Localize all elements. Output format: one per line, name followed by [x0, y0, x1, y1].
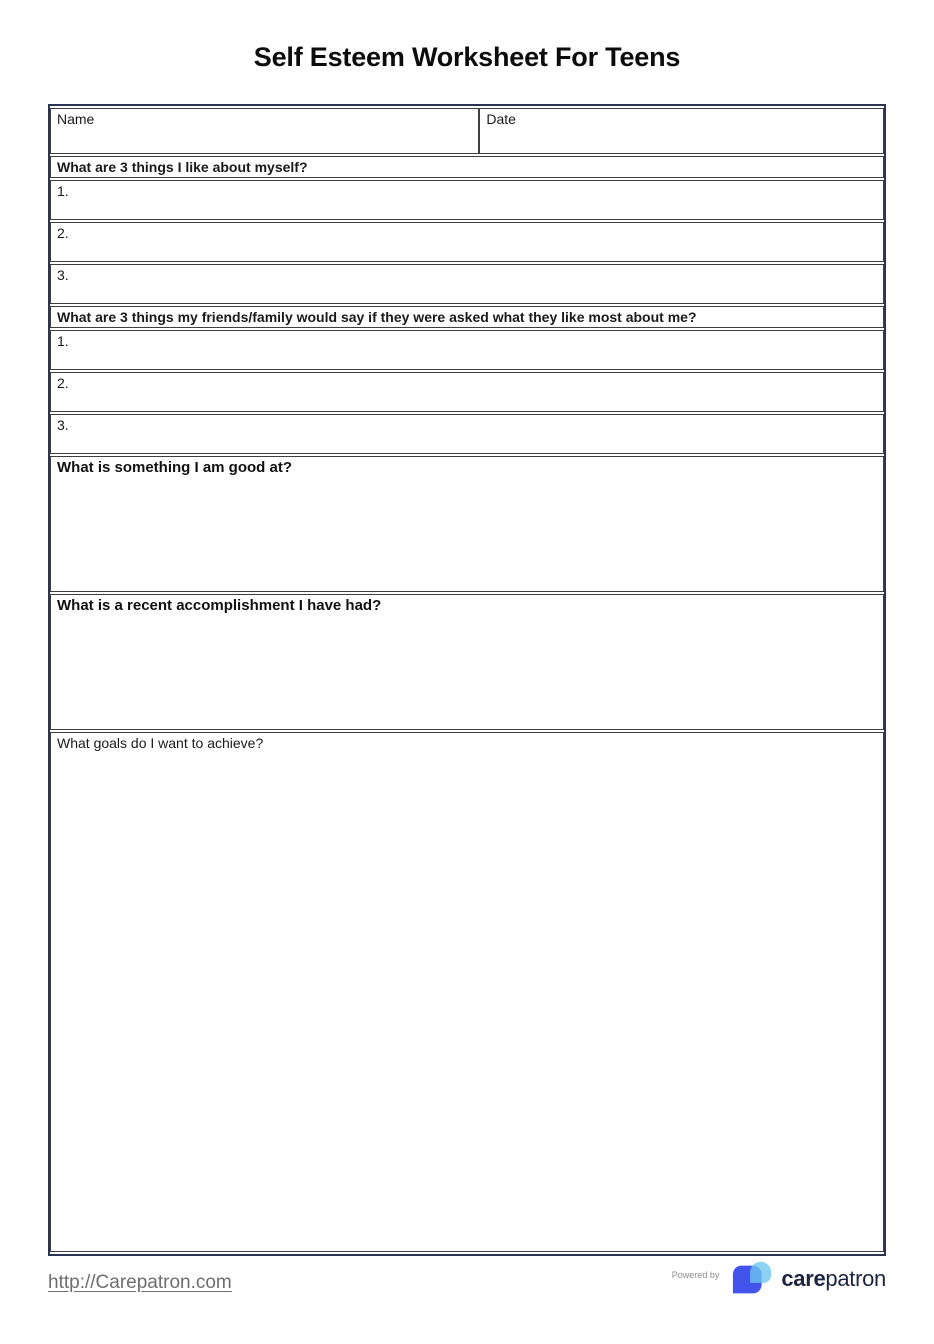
accomplishment-answer-area[interactable]	[50, 594, 884, 730]
question-row	[50, 156, 884, 178]
section-question-goals: What goals do I want to achieve?	[57, 735, 264, 751]
answer-row	[50, 330, 884, 370]
brand-care: care	[781, 1266, 826, 1291]
open-section-row	[50, 594, 884, 730]
list1-answer-3[interactable]	[50, 264, 884, 304]
section-question-list1: What are 3 things I like about myself?	[50, 156, 884, 178]
answer-row	[50, 414, 884, 454]
name-label: Name	[57, 111, 95, 127]
section-question-list2: What are 3 things my friends/family would say if they were asked what they like most about me?	[50, 306, 884, 328]
answer-row	[50, 264, 884, 304]
page-title: Self Esteem Worksheet For Teens	[253, 42, 681, 72]
carepatron-logo-icon	[731, 1260, 775, 1298]
item-number: 1.	[57, 183, 69, 199]
section-question-good-at: What is something I am good at?	[57, 459, 293, 476]
list2-answer-3[interactable]	[50, 414, 884, 454]
powered-by-label: Powered by	[671, 1270, 720, 1280]
list1-answer-2[interactable]	[50, 222, 884, 262]
section-question-accomplishment: What is a recent accomplishment I have had?	[57, 597, 382, 614]
date-label: Date	[486, 111, 516, 127]
worksheet-table	[48, 104, 886, 1256]
date-field[interactable]	[479, 108, 884, 154]
item-number: 2.	[57, 375, 69, 391]
good-at-answer-area[interactable]	[50, 456, 884, 592]
footer-link[interactable]: http://Carepatron.com	[48, 1272, 232, 1293]
answer-row	[50, 372, 884, 412]
item-number: 3.	[57, 267, 69, 283]
list2-answer-2[interactable]	[50, 372, 884, 412]
name-date-row	[50, 108, 884, 154]
list1-answer-1[interactable]	[50, 180, 884, 220]
item-number: 3.	[57, 417, 69, 433]
open-section-row	[50, 456, 884, 592]
goals-answer-area[interactable]	[50, 732, 884, 1252]
list2-answer-1[interactable]	[50, 330, 884, 370]
brand-wordmark	[781, 1266, 886, 1292]
answer-row	[50, 180, 884, 220]
item-number: 2.	[57, 225, 69, 241]
footer-brand	[672, 1260, 886, 1298]
name-field[interactable]	[50, 108, 479, 154]
open-section-row	[50, 732, 884, 1252]
question-row	[50, 306, 884, 328]
item-number: 1.	[57, 333, 69, 349]
answer-row	[50, 222, 884, 262]
brand-patron: patron	[825, 1266, 886, 1291]
